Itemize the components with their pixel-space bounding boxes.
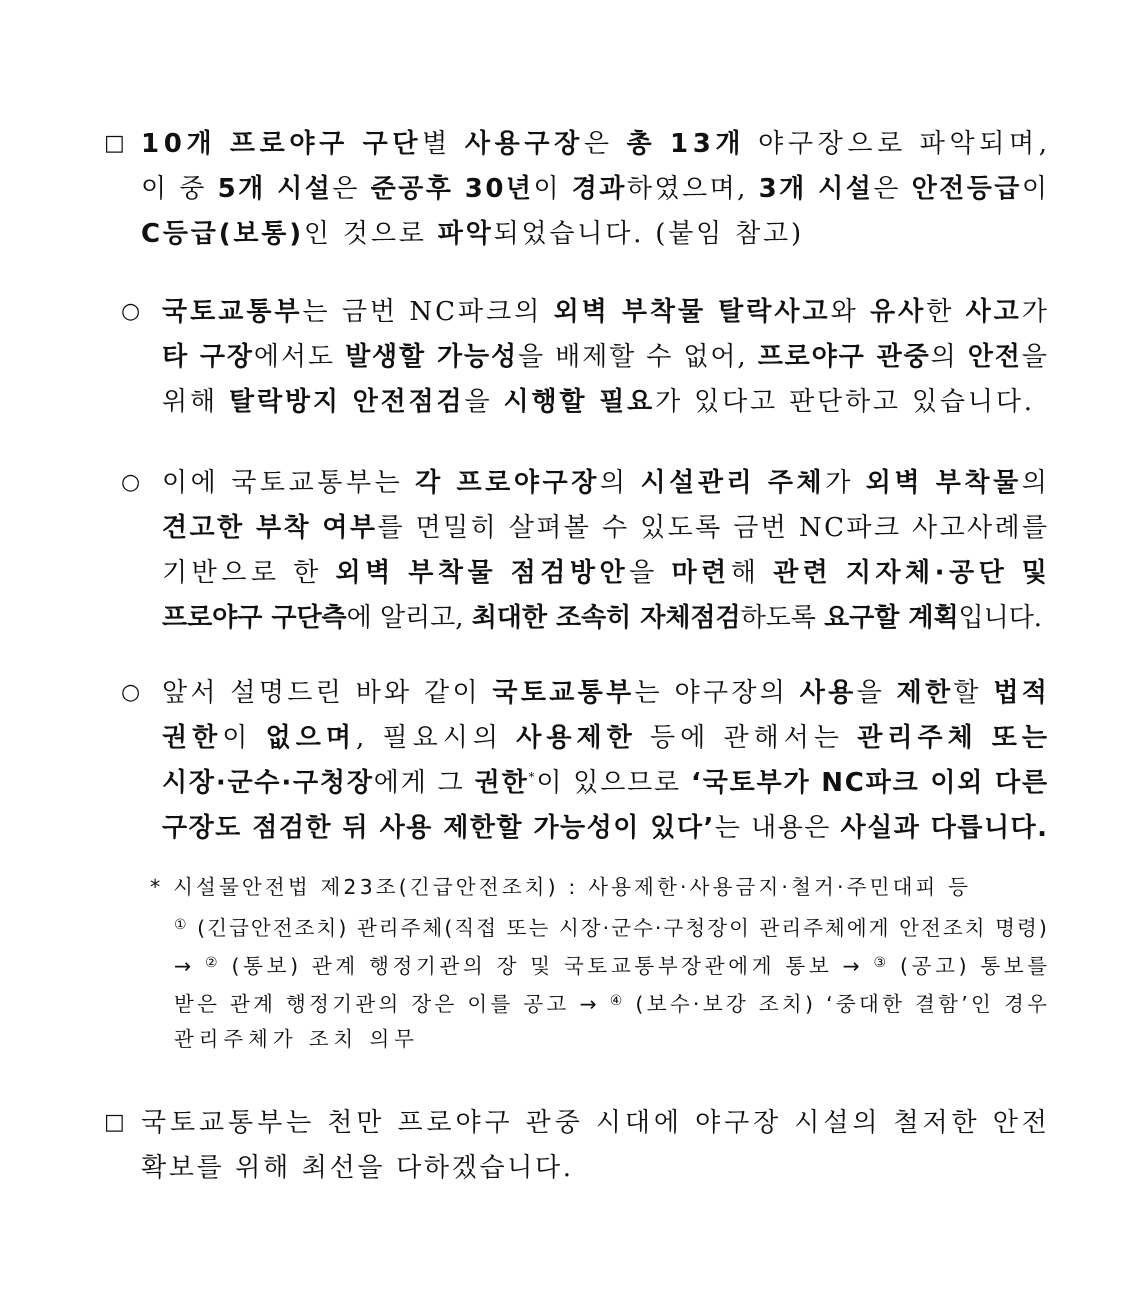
bold-text: 제한 [896, 678, 954, 708]
text-line [141, 1145, 574, 1191]
text-segment: 의 [1021, 468, 1051, 498]
bold-text: 마련 [671, 558, 731, 588]
text-segment: 가 [825, 468, 866, 498]
bold-text: 발생할 가능성 [345, 342, 518, 372]
bold-text: 경과 [571, 174, 627, 204]
text-segment: 이에 국토교통부는 [162, 468, 416, 498]
text-segment: 별 [422, 129, 465, 159]
circled-number: ① [174, 917, 189, 933]
text-segment: 이 [533, 174, 572, 204]
text-segment: , 필요시의 [355, 723, 517, 753]
text-segment: 는 내용은 [714, 813, 841, 843]
bold-text: 3개 시설 [758, 174, 874, 204]
bold-text: 10개 프로야구 구단 [141, 129, 423, 159]
bold-text: 요구할 계획 [824, 603, 959, 633]
text-segment: (보수·보강 조치) ‘중대한 결함’인 경우 [625, 992, 1051, 1016]
bold-text: 유사 [869, 297, 927, 327]
bold-text: 프로야구 구단측 [162, 603, 347, 633]
text-segment: 가 [1021, 297, 1050, 327]
bold-text: 시행할 필요 [503, 387, 656, 417]
circled-number: ④ [609, 993, 626, 1009]
text-segment: 한 [926, 297, 966, 327]
text-segment: 은 [583, 129, 627, 159]
footnote-line [174, 944, 1051, 985]
bold-text: ‘국토부가 NC파크 이외 다른 [691, 768, 1049, 798]
bold-text: 5개 시설 [217, 174, 333, 204]
text-segment: 국토교통부는 천만 프로야구 관중 시대에 야구장 시설의 철저한 안전 [141, 1108, 1051, 1138]
text-segment: 의 [599, 468, 641, 498]
footnote-line [174, 982, 1050, 1023]
bold-text: 파악 [437, 219, 494, 249]
text-segment: 이 [222, 723, 266, 753]
text-segment: 하도록 [740, 603, 825, 633]
text-segment: 야구장으로 파악되며, [745, 129, 1052, 159]
bold-text: 외벽 부착물 점검방안 [335, 558, 630, 588]
text-segment: 확보를 위해 최선을 다하겠습니다. [141, 1153, 574, 1183]
bold-text: 관리주체 또는 [857, 723, 1052, 753]
circled-number: ③ [873, 955, 890, 971]
text-line [162, 715, 1052, 761]
bold-text: 외벽 부착물 [865, 468, 1022, 498]
text-segment: 을 배제할 수 없어, [517, 342, 758, 372]
text-segment: 받은 관계 행정기관의 장은 이를 공고 → [174, 992, 610, 1016]
bold-text: 타 구장 [162, 342, 254, 372]
bold-text: 사고 [965, 297, 1022, 327]
bold-text: 법적 [993, 678, 1051, 708]
square-bullet-icon: □ [104, 131, 125, 156]
text-segment: 앞서 설명드린 바와 같이 [162, 678, 493, 708]
text-line [162, 379, 1035, 425]
bold-text: 사용구장 [464, 129, 584, 159]
text-segment: 해 [730, 558, 774, 588]
text-segment: 할 [953, 678, 994, 708]
text-line [162, 334, 1049, 380]
text-segment: 등에 관해서는 [636, 723, 858, 753]
text-segment: → [174, 954, 206, 978]
text-line [162, 805, 1048, 851]
footnote-line [174, 906, 1049, 947]
bold-text: 외벽 부착물 탈락사고 [553, 297, 831, 327]
text-segment: (공고) 통보를 [889, 954, 1051, 978]
text-segment: 의 [930, 342, 968, 372]
bold-text: 각 프로야구장 [415, 468, 600, 498]
bold-text: 국토교통부 [162, 297, 303, 327]
bold-text: 관련 지자체·공단 및 [773, 558, 1052, 588]
text-segment: 을 [464, 387, 504, 417]
text-segment: 에 알리고, [346, 603, 472, 633]
superscript-mark: * [528, 770, 537, 784]
text-segment: (긴급안전조치) 관리주체(직접 또는 시장·군수·구청장이 관리주체에게 안전조치 명령) [188, 916, 1049, 940]
bold-text: 국토교통부 [492, 678, 635, 708]
footnote-line [174, 1020, 419, 1058]
text-segment: 위해 [162, 387, 229, 417]
bold-text: 권한 [162, 723, 223, 753]
bold-text: 없으며 [265, 723, 356, 753]
text-line [162, 670, 1050, 716]
text-segment: 을 [1021, 342, 1049, 372]
text-segment: 에서도 [253, 342, 346, 372]
bold-text: 시장·군수·구청장 [162, 768, 374, 798]
bold-text: 총 13개 [626, 129, 746, 159]
text-segment: 는 야구장의 [634, 678, 800, 708]
text-line [162, 595, 1042, 641]
text-line [141, 166, 1049, 212]
bold-text: 사용 [799, 678, 857, 708]
circle-bullet-icon: ○ [121, 680, 141, 705]
bold-text: 사용제한 [516, 723, 637, 753]
text-line [141, 1100, 1051, 1146]
text-segment: 은 [873, 174, 912, 204]
text-line [162, 460, 1050, 506]
circled-number: ② [205, 955, 222, 971]
text-segment: * 시설물안전법 제23조(긴급안전조치) : 사용제한·사용금지·철거·주민대피 등 [150, 875, 972, 899]
text-segment: 은 [332, 174, 371, 204]
square-bullet-icon: □ [104, 1110, 125, 1135]
text-line [141, 121, 1052, 167]
text-segment: 와 [830, 297, 870, 327]
text-segment: 이 중 [141, 174, 218, 204]
text-line [162, 550, 1051, 596]
bold-text: 시설관리 주체 [640, 468, 826, 498]
bold-text: 안전 [967, 342, 1022, 372]
text-line [162, 289, 1050, 335]
bold-text: 사실과 다릅니다. [840, 813, 1049, 843]
circle-bullet-icon: ○ [121, 299, 141, 324]
bold-text: 권한 [474, 768, 529, 798]
bold-text: 안전등급 [911, 174, 1022, 204]
text-segment: 를 면밀히 살펴볼 수 있도록 금번 NC파크 사고사례를 [377, 513, 1050, 543]
text-segment: (통보) 관계 행정기관의 장 및 국토교통부장관에게 통보 → [221, 954, 874, 978]
text-segment: 는 금번 NC파크의 [302, 297, 554, 327]
bold-text: 프로야구 관중 [757, 342, 931, 372]
text-line [141, 211, 804, 257]
bold-text: 탈락방지 안전점검 [229, 387, 465, 417]
text-segment: 이 [1021, 174, 1050, 204]
text-segment: 을 [629, 558, 672, 588]
text-segment: 입니다. [958, 603, 1043, 633]
text-segment: 되었습니다. (붙임 참고) [493, 219, 804, 249]
text-line [162, 505, 1050, 551]
text-segment: 을 [856, 678, 897, 708]
text-segment: 하였으며, [626, 174, 759, 204]
bold-text: 견고한 부착 여부 [162, 513, 378, 543]
bold-text: C등급(보통) [141, 219, 304, 249]
bold-text: 준공후 30년 [370, 174, 534, 204]
text-segment: 가 있다고 판단하고 있습니다. [655, 387, 1035, 417]
footnote-line [150, 868, 971, 906]
bold-text: 구장도 점검한 뒤 사용 제한할 가능성이 있다’ [162, 813, 715, 843]
text-segment: 이 있으므로 [536, 768, 692, 798]
text-segment: 에게 그 [373, 768, 475, 798]
text-segment: 관리주체가 조치 의무 [174, 1027, 419, 1051]
circle-bullet-icon: ○ [121, 470, 141, 495]
text-line [162, 760, 1049, 806]
text-segment: 인 것으로 [303, 219, 438, 249]
bold-text: 최대한 조속히 자체점검 [471, 603, 741, 633]
text-segment: 기반으로 한 [162, 558, 336, 588]
